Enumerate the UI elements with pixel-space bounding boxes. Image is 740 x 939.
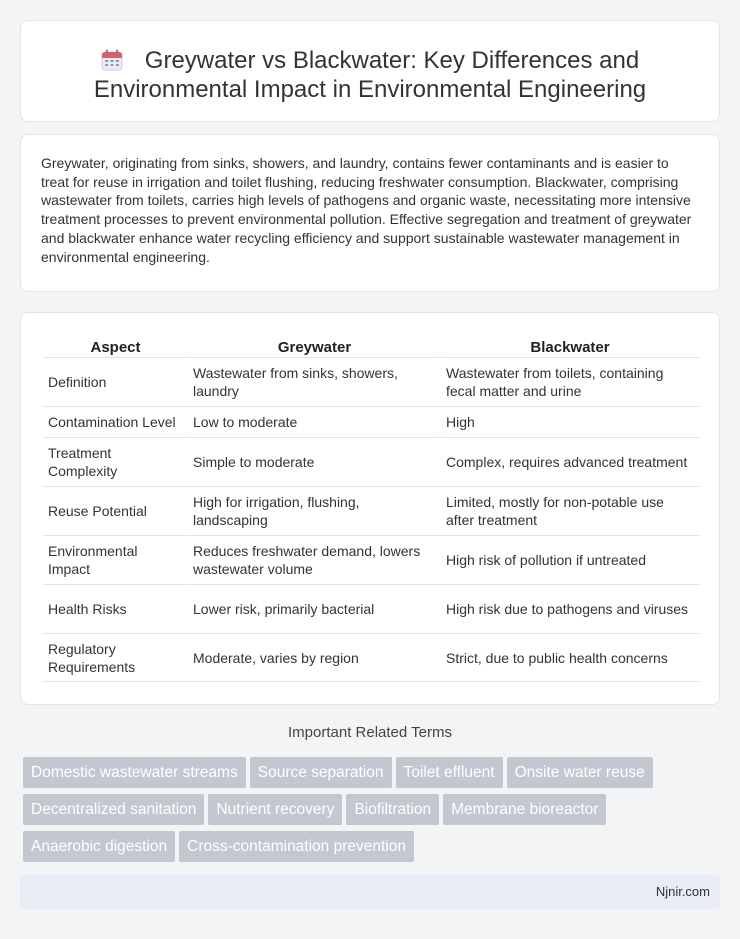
calendar-icon [101, 49, 123, 71]
table-cell: Regulatory Requirements [43, 633, 188, 682]
table-row [43, 633, 699, 682]
related-term-tag[interactable]: Biofiltration [346, 794, 439, 825]
table-row [43, 584, 699, 633]
table-row [43, 535, 699, 584]
column-header: Greywater [277, 338, 352, 356]
related-term-tag[interactable]: Source separation [250, 757, 392, 788]
related-term-tag[interactable]: Cross-contamination prevention [179, 831, 414, 862]
summary-card [20, 134, 720, 292]
table-cell: Low to moderate [188, 406, 441, 437]
comparison-table-card [20, 312, 720, 705]
title-card [20, 20, 720, 122]
related-terms-tags [23, 757, 723, 868]
summary-text: Greywater, originating from sinks, showers, and laundry, contains fewer contaminants and is easier to treat for reuse in irrigation and toilet flushing, reducing freshwater consumption. Blackwater, comprising wastewater from toilets, carries high levels of pathogens and organic waste, necessitating more intensive treatment processes to prevent environmental pollution. Effective segregation and treatment of greywater and blackwater enhance water recycling efficiency and support sustainable wastewater management in environmental engineering. [41, 155, 692, 265]
related-term-tag[interactable]: Membrane bioreactor [443, 794, 606, 825]
comparison-table [43, 333, 699, 682]
table-row [43, 486, 699, 535]
table-row [43, 437, 699, 486]
table-cell: Reuse Potential [43, 486, 188, 535]
related-term-tag[interactable]: Nutrient recovery [208, 794, 342, 825]
table-cell: Environmental Impact [43, 535, 188, 584]
related-terms-title: Important Related Terms [288, 724, 452, 741]
table-cell: Reduces freshwater demand, lowers wastewater volume [188, 535, 441, 584]
table-cell: Simple to moderate [188, 437, 441, 486]
table-cell: Moderate, varies by region [188, 633, 441, 682]
table-cell: Health Risks [43, 584, 188, 633]
table-cell: Contamination Level [43, 406, 188, 437]
page-title-text: Greywater vs Blackwater: Key Differences and Environmental Impact in Environmental Engineering [93, 47, 647, 103]
footer-site-link[interactable]: Njnir.com [655, 884, 710, 899]
footer [20, 875, 720, 909]
table-cell: Lower risk, primarily bacterial [188, 584, 441, 633]
column-header: Aspect [90, 338, 141, 356]
related-term-tag[interactable]: Anaerobic digestion [23, 831, 175, 862]
table-cell: Limited, mostly for non-potable use after treatment [441, 486, 699, 535]
table-cell: Strict, due to public health concerns [441, 633, 699, 682]
table-header-row [43, 333, 699, 357]
table-cell: Complex, requires advanced treatment [441, 437, 699, 486]
page-title [21, 46, 719, 104]
related-term-tag[interactable]: Onsite water reuse [507, 757, 653, 788]
table-row [43, 357, 699, 406]
table-cell: High risk due to pathogens and viruses [441, 584, 699, 633]
table-cell: Definition [43, 357, 188, 406]
table-cell: High [441, 406, 699, 437]
table-cell: Treatment Complexity [43, 437, 188, 486]
table-cell: High risk of pollution if untreated [441, 535, 699, 584]
table-cell: High for irrigation, flushing, landscaping [188, 486, 441, 535]
table-cell: Wastewater from toilets, containing fecal matter and urine [441, 357, 699, 406]
related-term-tag[interactable]: Domestic wastewater streams [23, 757, 246, 788]
related-term-tag[interactable]: Decentralized sanitation [23, 794, 204, 825]
table-row [43, 406, 699, 437]
column-header: Blackwater [530, 338, 610, 356]
related-term-tag[interactable]: Toilet effluent [396, 757, 503, 788]
table-cell: Wastewater from sinks, showers, laundry [188, 357, 441, 406]
